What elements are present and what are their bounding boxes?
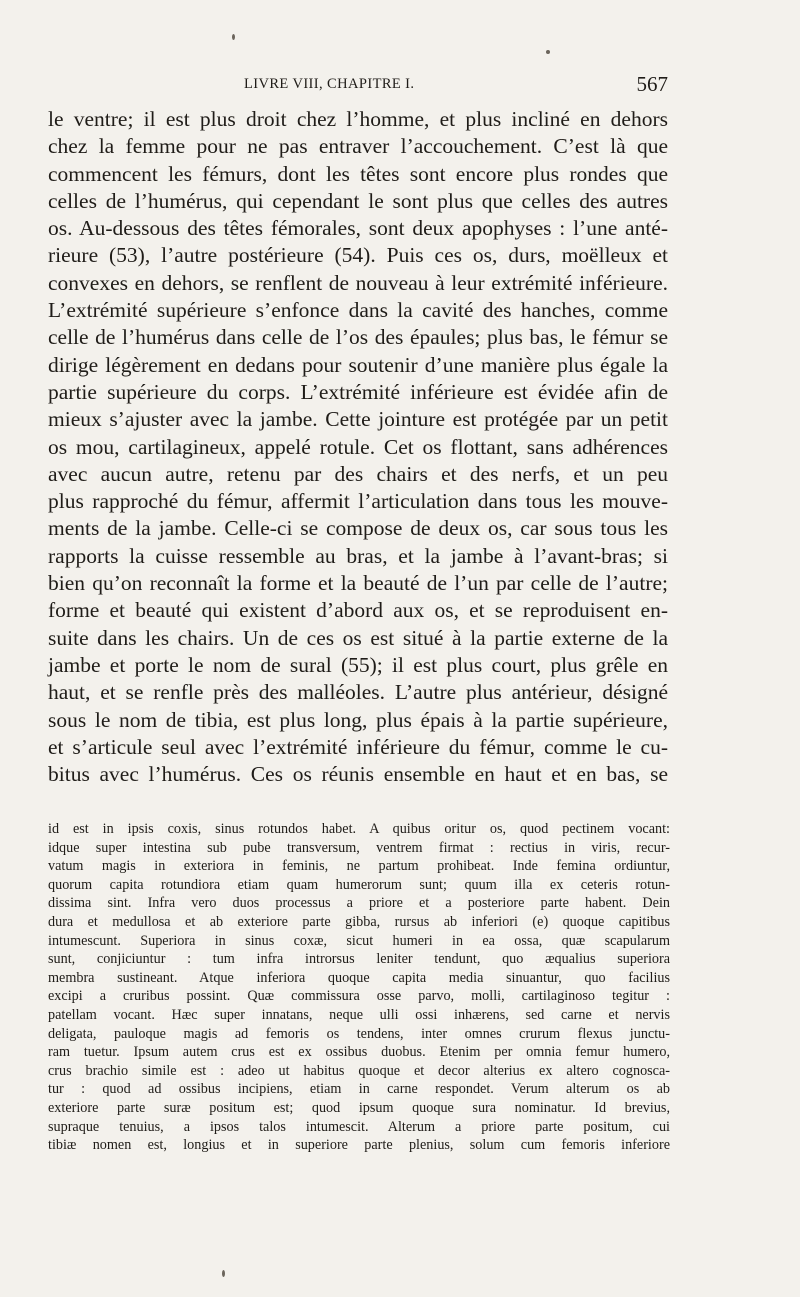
footnote-line: dissima sint. Infra vero duos processus a priore et a posteriore parte habent. Dein <box>48 895 670 912</box>
paper-speck <box>232 34 235 40</box>
footnote-line: sunt, conjiciuntur : tum infra introrsus leniter tendunt, quo æqualius superiora <box>48 951 670 968</box>
latin-footnote <box>48 820 670 1155</box>
text-line: celle de l’humérus dans celle de l’os des épaules; plus bas, le fémur se <box>48 325 668 350</box>
text-line: le ventre; il est plus droit chez l’homme, et plus incliné en dehors <box>48 107 668 131</box>
footnote-line: intumescunt. Superiora in sinus coxæ, sicut humeri in ea ossa, quæ scapularum <box>48 932 670 949</box>
footnote-line: crus brachio simile est : adeo ut habitus quoque et decor alterius ex altero cognosca- <box>48 1062 670 1079</box>
footnote-line: idque super intestina sub pube transversum, ventrem firmat : rectius in viris, recur- <box>48 839 670 856</box>
main-text <box>48 106 668 788</box>
text-line: L’extrémité supérieure s’enfonce dans la cavité des hanches, comme <box>48 298 668 323</box>
paper-speck <box>222 1270 225 1277</box>
footnote-line: patellam vocant. Hæc super innatans, neque ulli ossi inhærens, sed carne et nervis <box>48 1006 670 1023</box>
footnote-line: exteriore parte suræ positum est; quod ipsum quoque sura nominatur. Id brevius, <box>48 1099 670 1116</box>
page-header <box>48 72 668 102</box>
footnote-line: supraque tenuius, a ipsos talos intumescit. Alterum a priore parte positum, cui <box>48 1118 670 1135</box>
text-line: plus rapproché du fémur, affermit l’articulation dans tous les mouve- <box>48 489 668 514</box>
footnote-line: ram tuetur. Ipsum autem crus est ex ossibus duobus. Etenim per omnia femur humero, <box>48 1044 670 1061</box>
text-line: dirige légèrement en dedans pour soutenir d’une manière plus égale la <box>48 352 668 377</box>
text-line: suite dans les chairs. Un de ces os est situé à la partie externe de la <box>48 625 668 650</box>
text-line: jambe et porte le nom de sural (55); il est plus court, plus grêle en <box>48 652 668 677</box>
text-line: rieure (53), l’autre postérieure (54). Puis ces os, durs, moëlleux et <box>48 243 668 268</box>
footnote-line: membra sustineant. Atque inferiora quoque capita media sinuantur, quo facilius <box>48 969 670 986</box>
text-line: chez la femme pour ne pas entraver l’accouchement. C’est là que <box>48 134 668 159</box>
footnote-line: dura et medullosa et ab exteriore parte gibba, rursus ab inferiori (e) quoque capitibus <box>48 913 670 930</box>
text-line: rapports la cuisse ressemble au bras, et la jambe à l’avant-bras; si <box>48 543 668 568</box>
text-line: avec aucun autre, retenu par des chairs et des nerfs, et un peu <box>48 461 668 486</box>
footnote-line: vatum magis in exteriora in feminis, ne partum prohibeat. Inde femina ordiuntur, <box>48 858 670 875</box>
text-line: ments de la jambe. Celle-ci se compose de deux os, car sous tous les <box>48 516 668 541</box>
footnote-line: quorum capita rotundiora etiam quam humerorum sunt; quum illa ex ceteris rotun- <box>48 876 670 893</box>
text-line: forme et beauté qui existent d’abord aux os, et se reproduisent en- <box>48 598 668 623</box>
footnote-line: excipi a cruribus possint. Quæ commissura osse parvo, molli, cartilaginoso tegitur : <box>48 988 670 1005</box>
text-line: convexes en dehors, se renflent de nouveau à leur extrémité inférieure. <box>48 270 668 295</box>
text-line: commencent les fémurs, dont les têtes sont encore plus rondes que <box>48 161 668 186</box>
text-line: et s’articule seul avec l’extrémité inférieure du fémur, comme le cu- <box>48 734 668 759</box>
text-line: os mou, cartilagineux, appelé rotule. Cet os flottant, sans adhérences <box>48 434 668 459</box>
page-number: 567 <box>636 72 668 96</box>
text-line: partie supérieure du corps. L’extrémité inférieure est évidée afin de <box>48 379 668 404</box>
text-line: celles de l’humérus, qui cependant le sont plus que celles des autres <box>48 188 668 213</box>
running-head: LIVRE VIII, CHAPITRE I. <box>244 76 415 92</box>
footnote-line: id est in ipsis coxis, sinus rotundos habet. A quibus oritur os, quod pectinem vocant: <box>48 821 670 837</box>
text-line: bitus avec l’humérus. Ces os réunis ensemble en haut et en bas, se <box>48 762 668 787</box>
text-line: bien qu’on reconnaît la forme et la beauté de l’un par celle de l’autre; <box>48 571 668 596</box>
footnote-line: deligata, pauloque magis ad femoris os tendens, inter omnes crurum flexus junctu- <box>48 1025 670 1042</box>
text-line: haut, et se renfle près des malléoles. L’autre plus antérieur, désigné <box>48 680 668 705</box>
footnote-line: tur : quod ad ossibus incipiens, etiam in carne respondet. Verum alterum os ab <box>48 1081 670 1098</box>
paper-speck <box>546 50 550 54</box>
text-line: sous le nom de tibia, est plus long, plus épais à la partie supérieure, <box>48 707 668 732</box>
text-line: mieux s’ajuster avec la jambe. Cette jointure est protégée par un petit <box>48 407 668 432</box>
footnote-line: tibiæ nomen est, longius et in superiore parte plenius, solum cum femoris inferiore <box>48 1137 670 1154</box>
text-line: os. Au-dessous des têtes fémorales, sont deux apophyses : l’une anté- <box>48 216 668 241</box>
